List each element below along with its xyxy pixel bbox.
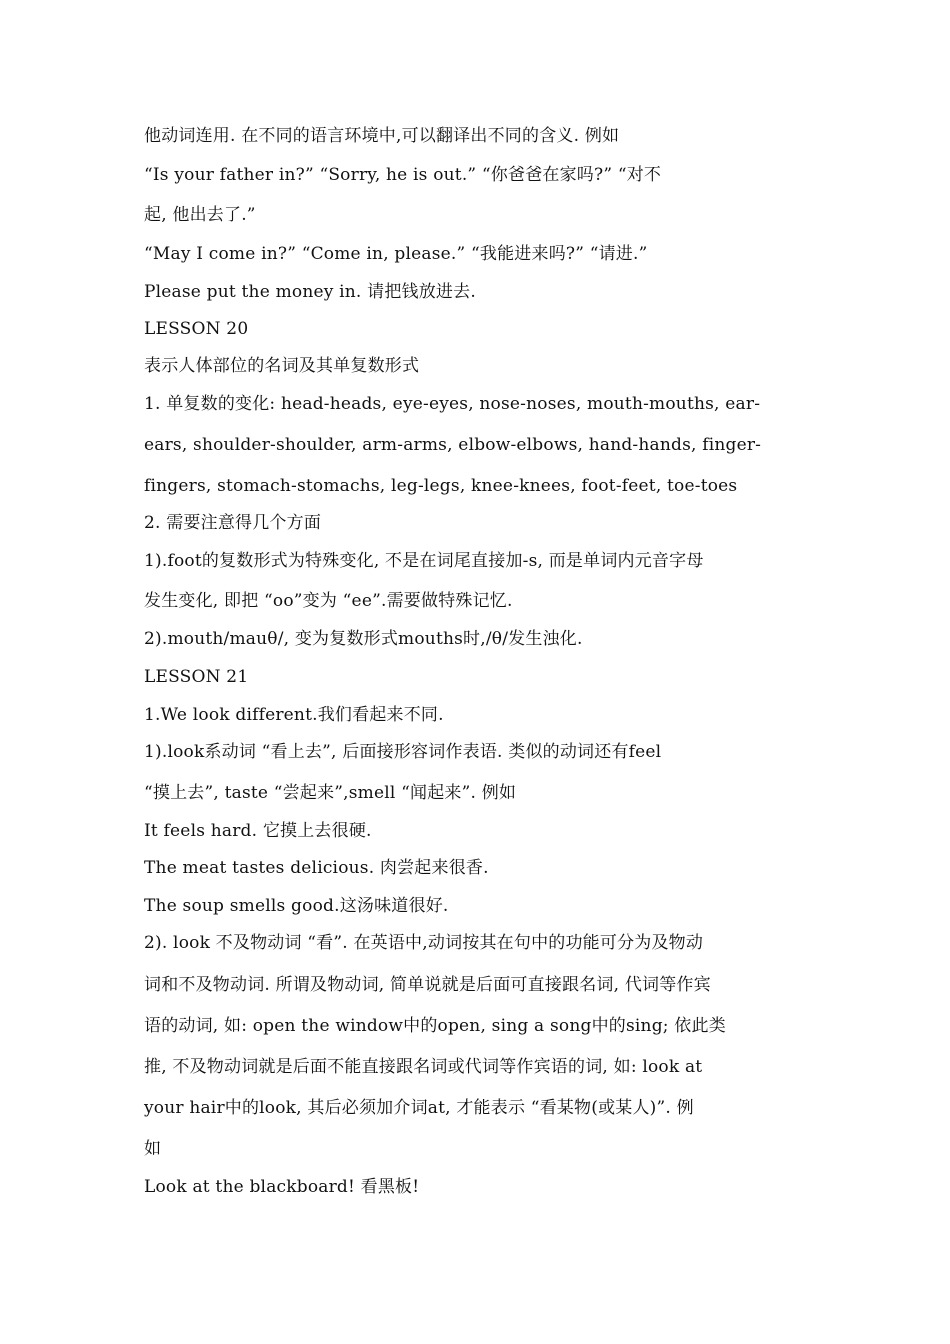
section-title: 表示人体部位的名词及其单复数形式 <box>144 356 420 376</box>
text-line: 如 <box>144 1139 162 1159</box>
text-line: 2). look 不及物动词 “看”. 在英语中,动词按其在句中的功能可分为及物动 <box>144 933 704 953</box>
lesson-heading: LESSON 21 <box>144 667 249 687</box>
text-line: ears, shoulder-shoulder, arm-arms, elbow-elbows, hand-hands, finger- <box>144 435 762 455</box>
text-line: 起, 他出去了.” <box>144 205 256 225</box>
text-line: 语的动词, 如: open the window中的open, sing a song中的sing; 依此类 <box>144 1016 726 1036</box>
text-line: Look at the blackboard! 看黑板! <box>144 1177 420 1197</box>
lesson-heading: LESSON 20 <box>144 319 249 339</box>
text-line: 1. 单复数的变化: head-heads, eye-eyes, nose-noses, mouth-mouths, ear- <box>144 394 761 414</box>
text-line: 1).foot的复数形式为特殊变化, 不是在词尾直接加-s, 而是单词内元音字母 <box>144 551 704 571</box>
text-line: “May I come in?” “Come in, please.” “我能进来吗?” “请进.” <box>144 244 648 264</box>
text-line: 1.We look different.我们看起来不同. <box>144 705 444 725</box>
text-line: The meat tastes delicious. 肉尝起来很香. <box>144 858 489 878</box>
text-line: Please put the money in. 请把钱放进去. <box>144 282 476 302</box>
text-line: your hair中的look, 其后必须加介词at, 才能表示 “看某物(或某人)”. 例 <box>144 1098 694 1118</box>
text-line: “摸上去”, taste “尝起来”,smell “闻起来”. 例如 <box>144 783 517 803</box>
text-line: 2. 需要注意得几个方面 <box>144 513 322 533</box>
text-line: 词和不及物动词. 所谓及物动词, 简单说就是后面可直接跟名词, 代词等作宾 <box>144 975 711 995</box>
text-line: fingers, stomach-stomachs, leg-legs, knee-knees, foot-feet, toe-toes <box>144 476 738 496</box>
text-line: 1).look系动词 “看上去”, 后面接形容词作表语. 类似的动词还有feel <box>144 742 662 762</box>
text-line: 2).mouth/mauθ/, 变为复数形式mouths时,/θ/发生浊化. <box>144 629 583 649</box>
text-line: The soup smells good.这汤味道很好. <box>144 896 449 916</box>
text-line: It feels hard. 它摸上去很硬. <box>144 821 372 841</box>
text-line: “Is your father in?” “Sorry, he is out.” “你爸爸在家吗?” “对不 <box>144 165 662 185</box>
text-line: 推, 不及物动词就是后面不能直接跟名词或代词等作宾语的词, 如: look at <box>144 1057 703 1077</box>
text-line: 他动词连用. 在不同的语言环境中,可以翻译出不同的含义. 例如 <box>144 126 620 146</box>
text-line: 发生变化, 即把 “oo”变为 “ee”.需要做特殊记忆. <box>144 591 513 611</box>
